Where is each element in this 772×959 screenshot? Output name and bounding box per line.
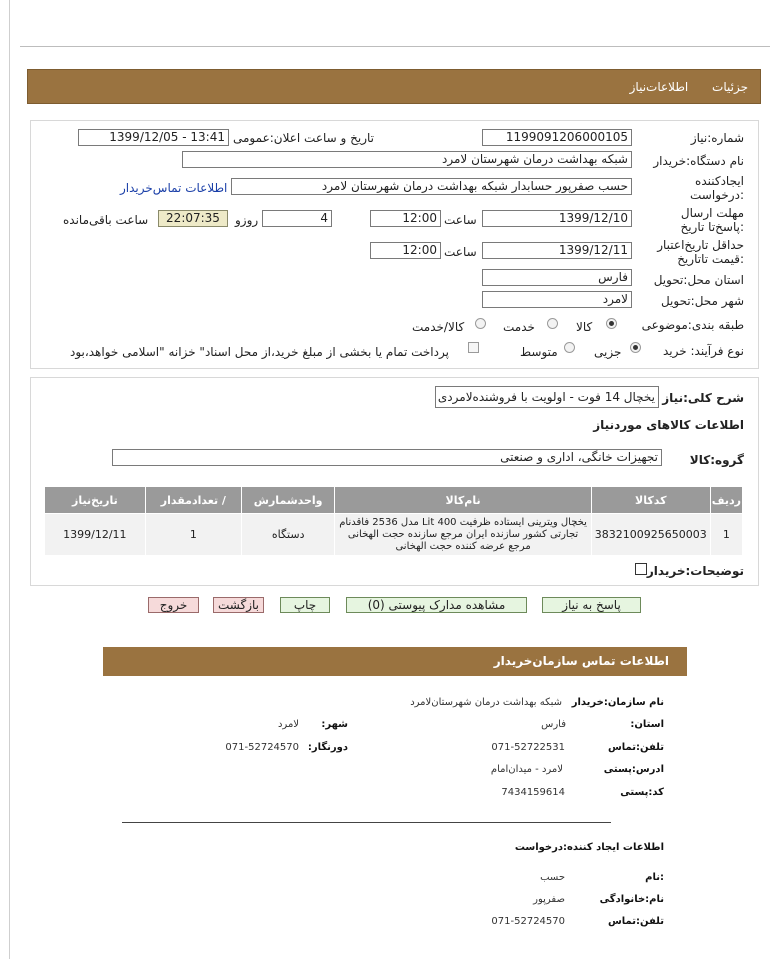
cell-qty: 1: [145, 514, 241, 556]
payment-note: پرداخت تمام یا بخشی از مبلغ خرید،از محل اسناد" خزانه "اسلامی خواهد،بود: [70, 345, 449, 359]
contact-postal-value: 7434159614: [501, 787, 565, 798]
left-border: [9, 0, 10, 959]
contact-fax-label: :دورنگار: [307, 742, 348, 753]
contact-phone-label: تلفن:تماس: [607, 742, 664, 753]
tab-details[interactable]: جزئیات: [712, 80, 748, 94]
days-label: روزو: [235, 213, 259, 227]
payment-checkbox[interactable]: [468, 342, 479, 353]
print-button[interactable]: چاپ: [280, 597, 330, 613]
contact-address-label: ادرس:پستی: [603, 764, 664, 775]
col-qty: / تعدادمقدار: [145, 487, 241, 514]
need-number-field: 1199091206000105: [482, 129, 632, 146]
goods-group-field: تجهیزات خانگی، اداری و صنعتی: [112, 449, 662, 466]
buyer-contact-link[interactable]: اطلاعات تماس‌خریدار: [120, 181, 228, 195]
cell-row: 1: [710, 514, 742, 556]
contact-province-value: فارس: [541, 719, 566, 730]
province-label: استان محل:تحویل: [653, 273, 744, 287]
province-field: فارس: [482, 269, 632, 286]
validity-time-label: ساعت: [444, 245, 477, 259]
deadline-time-label: ساعت: [444, 213, 477, 227]
category-label: طبقه بندی:موضوعی: [641, 318, 744, 332]
contact-header-bar: اطلاعات تماس سازمان‌خریدار: [103, 647, 687, 676]
buyer-org-field: شبکه بهداشت درمان شهرستان لامرد: [182, 151, 632, 168]
process-radio-medium[interactable]: [564, 342, 575, 353]
attachments-button[interactable]: مشاهده مدارک پیوستی (0): [346, 597, 527, 613]
deadline-label: مهلت ارسال :پاسخ‌تا تاریخ: [680, 206, 744, 234]
buyer-notes-label: توضیحات:خریدار: [646, 564, 744, 578]
goods-group-label: گروه:کالا: [689, 453, 744, 467]
creator-family-label: نام:خانوادگی: [599, 894, 664, 905]
city-label: شهر محل:تحویل: [660, 294, 744, 308]
creator-phone-value: 071-52724570: [491, 916, 565, 927]
col-date: تاریخ‌نیاز: [45, 487, 146, 514]
col-name: نام‌کالا: [335, 487, 591, 514]
need-desc-label: شرح کلی:نیاز: [662, 391, 744, 405]
cell-name: یخچال ویترینی ایستاده ظرفیت 400 Lit مدل 2536 فاقدنام تجارتی کشور سازنده ایران مرجع سازنده حجت الهخانی مرجع عرضه کننده حجت الهخانی: [335, 514, 591, 556]
goods-table: [44, 486, 743, 556]
creator-name-label: نام:: [645, 872, 664, 883]
process-minor-label: جزیی: [594, 345, 622, 359]
goods-info-title: اطلاعات کالاهای موردنیاز: [593, 418, 744, 432]
tab-need-info[interactable]: اطلاعات‌نیاز: [629, 80, 689, 94]
back-button[interactable]: بازگشت: [213, 597, 264, 613]
contact-city-label: :شهر: [321, 719, 348, 730]
announce-field: 1399/12/05 - 13:41: [78, 129, 229, 146]
exit-button[interactable]: خروج: [148, 597, 199, 613]
process-label: نوع فرآیند: خرید: [663, 344, 744, 358]
city-field: لامرد: [482, 291, 632, 308]
contact-postal-label: کد:پستی: [620, 787, 664, 798]
remaining-label: ساعت باقی‌مانده: [63, 213, 149, 227]
category-radio-goods[interactable]: [606, 318, 617, 329]
validity-date-field: 1399/12/11: [482, 242, 632, 259]
need-desc-field: یخچال 14 فوت - اولویت با فروشنده‌لامردی: [435, 386, 659, 408]
category-service-label: خدمت: [503, 320, 535, 334]
col-code: کدکالا: [591, 487, 710, 514]
contact-divider: [122, 822, 611, 823]
creator-family-value: صفرپور: [533, 894, 565, 905]
col-row: ردیف: [710, 487, 742, 514]
creator-phone-label: تلفن:تماس: [607, 916, 664, 927]
col-unit: واحدشمارش: [241, 487, 334, 514]
deadline-date-field: 1399/12/10: [482, 210, 632, 227]
contact-phone-value: 071-52722531: [491, 742, 565, 753]
contact-province-label: :استان: [630, 719, 664, 730]
category-radio-service[interactable]: [547, 318, 558, 329]
cell-unit: دستگاه: [241, 514, 334, 556]
creator-name-value: حسب: [540, 872, 565, 883]
contact-org-label: نام سازمان:خریدار: [571, 697, 664, 708]
validity-label: حداقل تاریخ‌اعتبار :قیمت تا‌تاریخ: [657, 238, 744, 266]
category-goods-service-label: کالا/خدمت: [412, 320, 465, 334]
cell-code: 3832100925650003: [591, 514, 710, 556]
contact-org-value: شبکه بهداشت درمان شهرستان‌لامرد: [410, 697, 562, 708]
contact-fax-value: 071-52724570: [225, 742, 299, 753]
page-header-bar: [27, 69, 761, 104]
category-goods-label: کالا: [576, 320, 593, 334]
process-medium-label: متوسط: [520, 345, 558, 359]
buyer-notes-checkbox[interactable]: [635, 563, 647, 575]
category-radio-goods-service[interactable]: [475, 318, 486, 329]
contact-address-value: لامرد - میدان‌امام: [490, 764, 563, 775]
goods-table-header: [45, 487, 743, 514]
buyer-org-label: نام دستگاه:خریدار: [653, 154, 744, 168]
creator-label: ایجادکننده :درخواست: [690, 174, 744, 202]
announce-label: تاریخ و ساعت اعلان:عمومی: [233, 131, 375, 145]
reply-button[interactable]: پاسخ به نیاز: [542, 597, 641, 613]
need-number-label: شماره:نیاز: [690, 131, 744, 145]
cell-date: 1399/12/11: [45, 514, 146, 556]
validity-time-field: 12:00: [370, 242, 441, 259]
process-radio-minor[interactable]: [630, 342, 641, 353]
deadline-time-field: 12:00: [370, 210, 441, 227]
remaining-timer: 22:07:35: [158, 210, 228, 227]
days-field: 4: [262, 210, 332, 227]
contact-city-value: لامرد: [277, 719, 299, 730]
creator-field: حسب صفرپور حسابدار شبکه بهداشت درمان شهرستان لامرد: [231, 178, 632, 195]
top-divider: [20, 46, 770, 47]
creator-info-title: اطلاعات ایجاد کننده:درخواست: [514, 842, 664, 853]
table-row: [45, 514, 743, 556]
